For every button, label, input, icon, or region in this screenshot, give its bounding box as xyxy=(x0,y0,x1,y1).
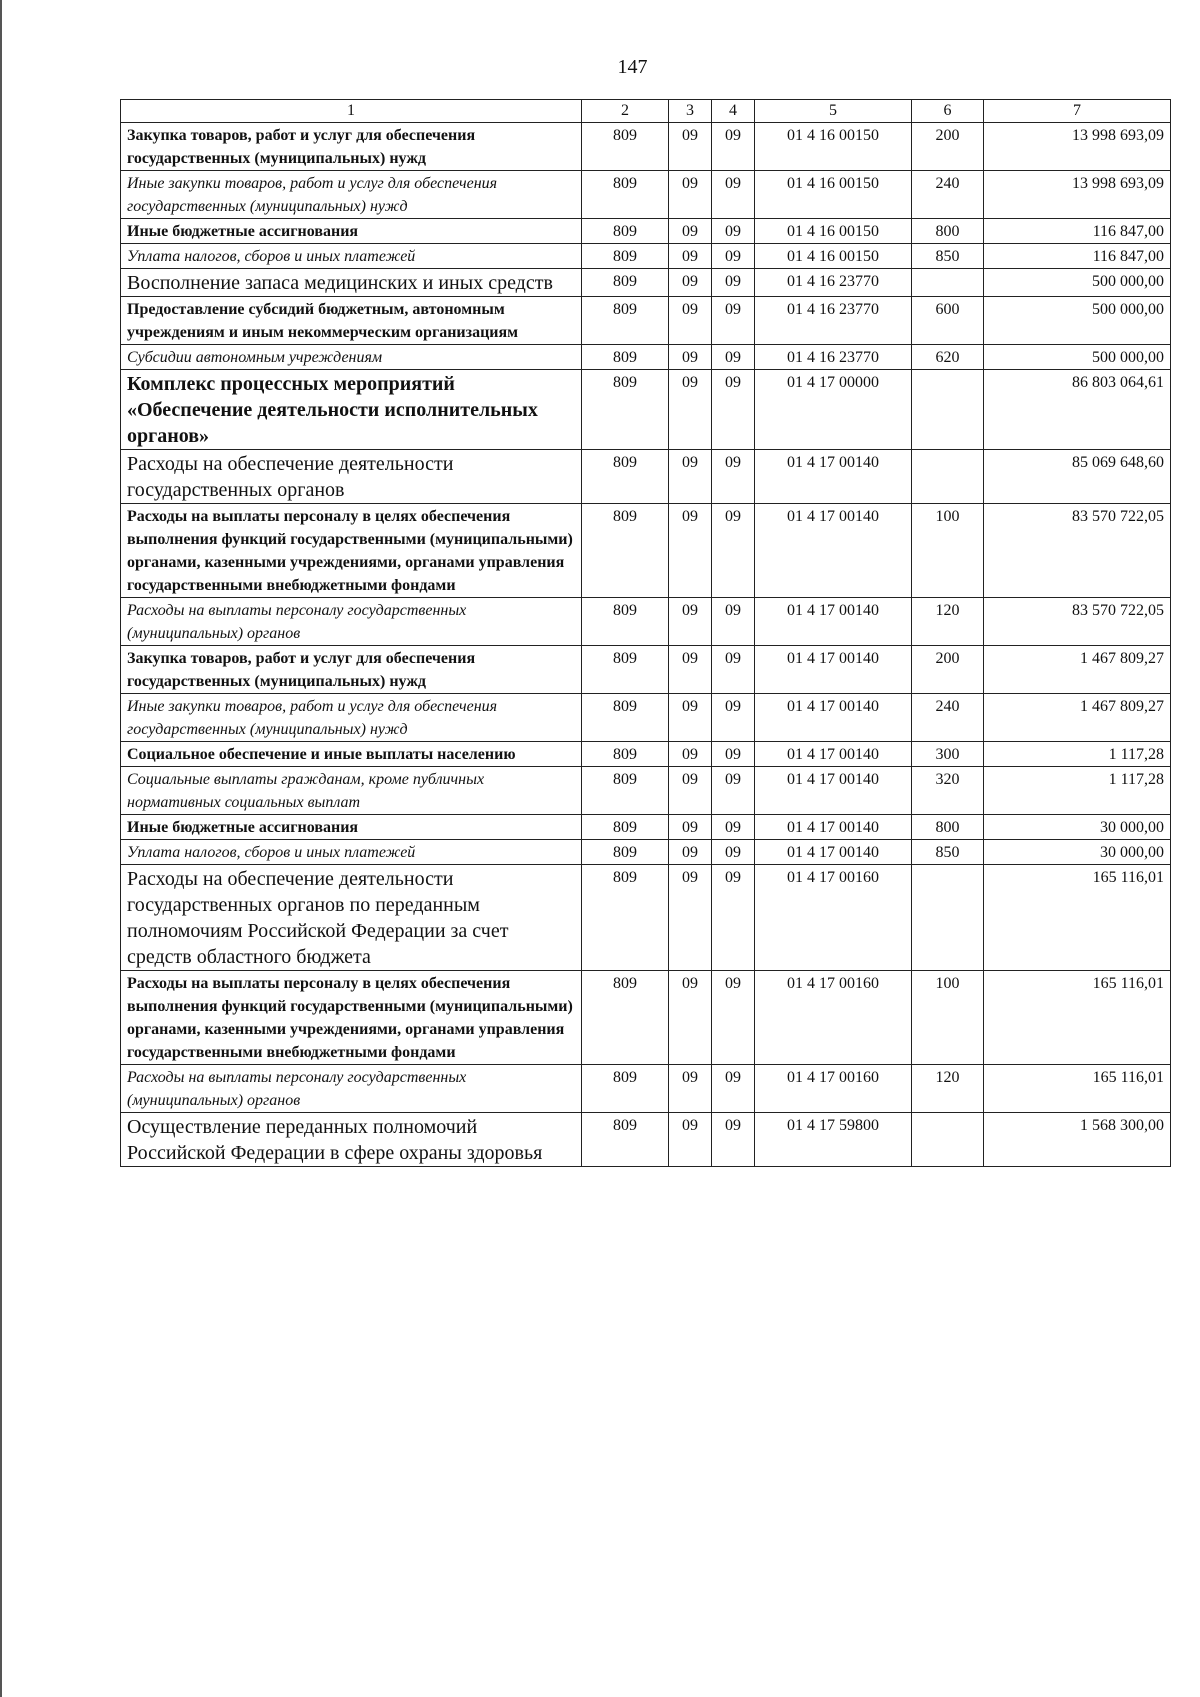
section-cell: 09 xyxy=(669,694,712,742)
table-header-row xyxy=(121,100,1171,123)
subsection-cell: 09 xyxy=(712,840,755,865)
section-cell: 09 xyxy=(669,742,712,767)
table-row xyxy=(121,840,1171,865)
section-cell: 09 xyxy=(669,345,712,370)
amount-cell: 500 000,00 xyxy=(984,297,1171,345)
subsection-cell: 09 xyxy=(712,123,755,171)
expense-type-cell: 120 xyxy=(912,1065,984,1113)
expense-type-cell: 600 xyxy=(912,297,984,345)
section-cell: 09 xyxy=(669,1065,712,1113)
expense-type-cell: 850 xyxy=(912,840,984,865)
amount-cell: 85 069 648,60 xyxy=(984,450,1171,504)
item-name-cell: Комплекс процессных мероприятий «Обеспечение деятельности исполнительных органов» xyxy=(121,370,582,450)
admin-code-cell: 809 xyxy=(582,244,669,269)
target-article-cell: 01 4 16 23770 xyxy=(755,345,912,370)
target-article-cell: 01 4 17 00140 xyxy=(755,646,912,694)
section-cell: 09 xyxy=(669,269,712,297)
expense-type-cell: 300 xyxy=(912,742,984,767)
subsection-cell: 09 xyxy=(712,742,755,767)
section-cell: 09 xyxy=(669,219,712,244)
left-margin-line xyxy=(0,0,2,1697)
admin-code-cell: 809 xyxy=(582,123,669,171)
item-name-cell: Расходы на выплаты персоналу государственных (муниципальных) органов xyxy=(121,1065,582,1113)
admin-code-cell: 809 xyxy=(582,370,669,450)
amount-cell: 116 847,00 xyxy=(984,219,1171,244)
subsection-cell: 09 xyxy=(712,1065,755,1113)
target-article-cell: 01 4 17 00140 xyxy=(755,504,912,598)
subsection-cell: 09 xyxy=(712,171,755,219)
section-cell: 09 xyxy=(669,815,712,840)
target-article-cell: 01 4 16 00150 xyxy=(755,219,912,244)
amount-cell: 13 998 693,09 xyxy=(984,171,1171,219)
item-name-cell: Социальное обеспечение и иные выплаты населению xyxy=(121,742,582,767)
amount-cell: 165 116,01 xyxy=(984,865,1171,971)
target-article-cell: 01 4 17 00160 xyxy=(755,865,912,971)
admin-code-cell: 809 xyxy=(582,269,669,297)
section-cell: 09 xyxy=(669,123,712,171)
expense-type-cell: 850 xyxy=(912,244,984,269)
target-article-cell: 01 4 16 23770 xyxy=(755,269,912,297)
table-row xyxy=(121,171,1171,219)
target-article-cell: 01 4 17 00140 xyxy=(755,694,912,742)
header-cell: 2 xyxy=(582,100,669,123)
table-row xyxy=(121,297,1171,345)
target-article-cell: 01 4 17 00140 xyxy=(755,767,912,815)
amount-cell: 500 000,00 xyxy=(984,269,1171,297)
admin-code-cell: 809 xyxy=(582,742,669,767)
expense-type-cell xyxy=(912,865,984,971)
expense-type-cell: 200 xyxy=(912,646,984,694)
table-row xyxy=(121,504,1171,598)
subsection-cell: 09 xyxy=(712,865,755,971)
admin-code-cell: 809 xyxy=(582,450,669,504)
subsection-cell: 09 xyxy=(712,598,755,646)
expense-type-cell xyxy=(912,269,984,297)
admin-code-cell: 809 xyxy=(582,694,669,742)
item-name-cell: Предоставление субсидий бюджетным, автономным учреждениям и иным некоммерческим организациям xyxy=(121,297,582,345)
section-cell: 09 xyxy=(669,971,712,1065)
header-cell: 6 xyxy=(912,100,984,123)
subsection-cell: 09 xyxy=(712,244,755,269)
table-row xyxy=(121,370,1171,450)
expense-type-cell: 100 xyxy=(912,504,984,598)
item-name-cell: Расходы на выплаты персоналу в целях обеспечения выполнения функций государственными (муниципальными) органами, казенными учреждениями, органами управления государственными внебюджетными фондами xyxy=(121,971,582,1065)
item-name-cell: Иные бюджетные ассигнования xyxy=(121,815,582,840)
item-name-cell: Закупка товаров, работ и услуг для обеспечения государственных (муниципальных) нужд xyxy=(121,123,582,171)
subsection-cell: 09 xyxy=(712,767,755,815)
header-cell: 5 xyxy=(755,100,912,123)
section-cell: 09 xyxy=(669,1113,712,1167)
amount-cell: 13 998 693,09 xyxy=(984,123,1171,171)
table-row xyxy=(121,971,1171,1065)
budget-table xyxy=(120,99,1171,1167)
section-cell: 09 xyxy=(669,865,712,971)
admin-code-cell: 809 xyxy=(582,171,669,219)
section-cell: 09 xyxy=(669,297,712,345)
amount-cell: 1 467 809,27 xyxy=(984,694,1171,742)
expense-type-cell: 200 xyxy=(912,123,984,171)
section-cell: 09 xyxy=(669,767,712,815)
table-row xyxy=(121,865,1171,971)
amount-cell: 30 000,00 xyxy=(984,840,1171,865)
amount-cell: 86 803 064,61 xyxy=(984,370,1171,450)
expense-type-cell: 100 xyxy=(912,971,984,1065)
item-name-cell: Иные закупки товаров, работ и услуг для обеспечения государственных (муниципальных) нужд xyxy=(121,171,582,219)
amount-cell: 1 568 300,00 xyxy=(984,1113,1171,1167)
target-article-cell: 01 4 16 23770 xyxy=(755,297,912,345)
subsection-cell: 09 xyxy=(712,370,755,450)
target-article-cell: 01 4 17 00140 xyxy=(755,450,912,504)
amount-cell: 1 467 809,27 xyxy=(984,646,1171,694)
expense-type-cell: 320 xyxy=(912,767,984,815)
item-name-cell: Иные закупки товаров, работ и услуг для обеспечения государственных (муниципальных) нужд xyxy=(121,694,582,742)
amount-cell: 116 847,00 xyxy=(984,244,1171,269)
item-name-cell: Расходы на обеспечение деятельности государственных органов по переданным полномочиям Российской Федерации за счет средств областного бюджета xyxy=(121,865,582,971)
admin-code-cell: 809 xyxy=(582,840,669,865)
target-article-cell: 01 4 17 00140 xyxy=(755,840,912,865)
amount-cell: 1 117,28 xyxy=(984,742,1171,767)
item-name-cell: Расходы на выплаты персоналу в целях обеспечения выполнения функций государственными (муниципальными) органами, казенными учреждениями, органами управления государственными внебюджетными фондами xyxy=(121,504,582,598)
item-name-cell: Расходы на выплаты персоналу государственных (муниципальных) органов xyxy=(121,598,582,646)
admin-code-cell: 809 xyxy=(582,971,669,1065)
admin-code-cell: 809 xyxy=(582,297,669,345)
expense-type-cell: 620 xyxy=(912,345,984,370)
section-cell: 09 xyxy=(669,840,712,865)
table-row xyxy=(121,123,1171,171)
expense-type-cell: 120 xyxy=(912,598,984,646)
table-row xyxy=(121,1065,1171,1113)
admin-code-cell: 809 xyxy=(582,815,669,840)
header-cell: 3 xyxy=(669,100,712,123)
target-article-cell: 01 4 17 00140 xyxy=(755,598,912,646)
table-row xyxy=(121,244,1171,269)
subsection-cell: 09 xyxy=(712,450,755,504)
header-cell: 4 xyxy=(712,100,755,123)
admin-code-cell: 809 xyxy=(582,598,669,646)
target-article-cell: 01 4 17 00160 xyxy=(755,971,912,1065)
item-name-cell: Закупка товаров, работ и услуг для обеспечения государственных (муниципальных) нужд xyxy=(121,646,582,694)
expense-type-cell xyxy=(912,370,984,450)
amount-cell: 30 000,00 xyxy=(984,815,1171,840)
section-cell: 09 xyxy=(669,370,712,450)
expense-type-cell xyxy=(912,450,984,504)
admin-code-cell: 809 xyxy=(582,504,669,598)
table-row xyxy=(121,767,1171,815)
page-number: 147 xyxy=(617,56,648,78)
item-name-cell: Социальные выплаты гражданам, кроме публичных нормативных социальных выплат xyxy=(121,767,582,815)
target-article-cell: 01 4 16 00150 xyxy=(755,123,912,171)
item-name-cell: Расходы на обеспечение деятельности государственных органов xyxy=(121,450,582,504)
expense-type-cell xyxy=(912,1113,984,1167)
section-cell: 09 xyxy=(669,171,712,219)
target-article-cell: 01 4 17 00140 xyxy=(755,742,912,767)
table-row xyxy=(121,815,1171,840)
expense-type-cell: 800 xyxy=(912,815,984,840)
admin-code-cell: 809 xyxy=(582,1065,669,1113)
subsection-cell: 09 xyxy=(712,1113,755,1167)
table-row xyxy=(121,742,1171,767)
subsection-cell: 09 xyxy=(712,646,755,694)
expense-type-cell: 240 xyxy=(912,694,984,742)
admin-code-cell: 809 xyxy=(582,646,669,694)
item-name-cell: Иные бюджетные ассигнования xyxy=(121,219,582,244)
table-row xyxy=(121,219,1171,244)
amount-cell: 500 000,00 xyxy=(984,345,1171,370)
subsection-cell: 09 xyxy=(712,815,755,840)
item-name-cell: Уплата налогов, сборов и иных платежей xyxy=(121,244,582,269)
subsection-cell: 09 xyxy=(712,504,755,598)
table-row xyxy=(121,345,1171,370)
section-cell: 09 xyxy=(669,450,712,504)
table-row xyxy=(121,598,1171,646)
subsection-cell: 09 xyxy=(712,694,755,742)
subsection-cell: 09 xyxy=(712,297,755,345)
target-article-cell: 01 4 17 00000 xyxy=(755,370,912,450)
admin-code-cell: 809 xyxy=(582,345,669,370)
section-cell: 09 xyxy=(669,646,712,694)
table-body xyxy=(121,123,1171,1167)
admin-code-cell: 809 xyxy=(582,767,669,815)
table-row xyxy=(121,269,1171,297)
expense-type-cell: 800 xyxy=(912,219,984,244)
table-row xyxy=(121,450,1171,504)
header-cell: 1 xyxy=(121,100,582,123)
amount-cell: 1 117,28 xyxy=(984,767,1171,815)
target-article-cell: 01 4 16 00150 xyxy=(755,244,912,269)
expense-type-cell: 240 xyxy=(912,171,984,219)
header-cell: 7 xyxy=(984,100,1171,123)
table-row xyxy=(121,694,1171,742)
table-row xyxy=(121,646,1171,694)
section-cell: 09 xyxy=(669,244,712,269)
target-article-cell: 01 4 16 00150 xyxy=(755,171,912,219)
subsection-cell: 09 xyxy=(712,345,755,370)
admin-code-cell: 809 xyxy=(582,219,669,244)
amount-cell: 83 570 722,05 xyxy=(984,504,1171,598)
item-name-cell: Субсидии автономным учреждениям xyxy=(121,345,582,370)
subsection-cell: 09 xyxy=(712,971,755,1065)
target-article-cell: 01 4 17 59800 xyxy=(755,1113,912,1167)
item-name-cell: Уплата налогов, сборов и иных платежей xyxy=(121,840,582,865)
admin-code-cell: 809 xyxy=(582,1113,669,1167)
item-name-cell: Осуществление переданных полномочий Российской Федерации в сфере охраны здоровья xyxy=(121,1113,582,1167)
table-row xyxy=(121,1113,1171,1167)
amount-cell: 165 116,01 xyxy=(984,971,1171,1065)
subsection-cell: 09 xyxy=(712,219,755,244)
section-cell: 09 xyxy=(669,504,712,598)
section-cell: 09 xyxy=(669,598,712,646)
amount-cell: 165 116,01 xyxy=(984,1065,1171,1113)
admin-code-cell: 809 xyxy=(582,865,669,971)
target-article-cell: 01 4 17 00140 xyxy=(755,815,912,840)
amount-cell: 83 570 722,05 xyxy=(984,598,1171,646)
subsection-cell: 09 xyxy=(712,269,755,297)
target-article-cell: 01 4 17 00160 xyxy=(755,1065,912,1113)
item-name-cell: Восполнение запаса медицинских и иных средств xyxy=(121,269,582,297)
